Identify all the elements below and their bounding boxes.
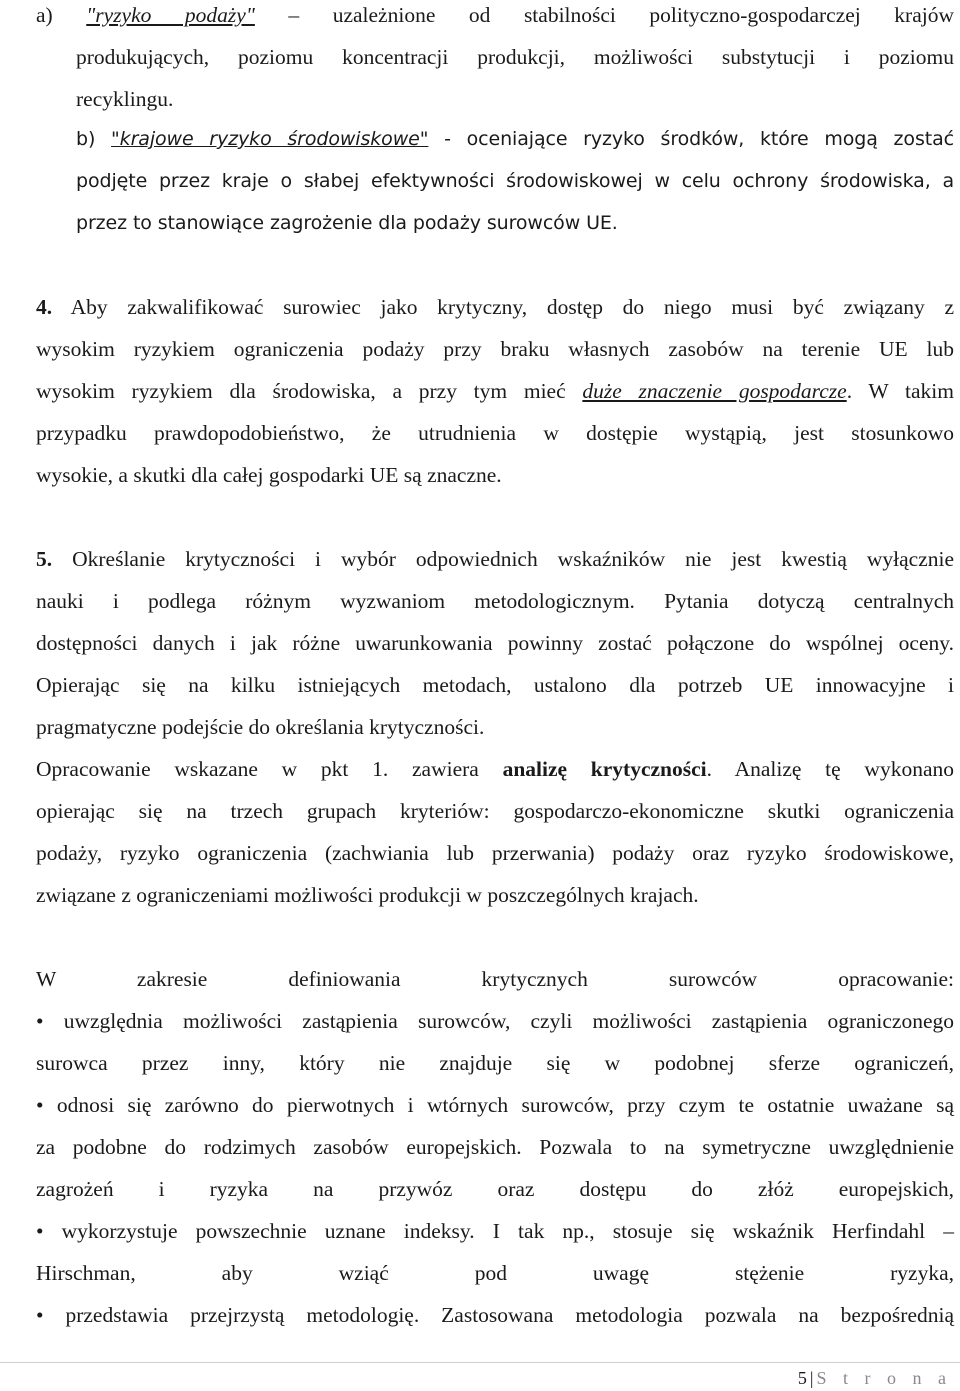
page-label: S t r o n a [816,1368,952,1388]
section-b-text: - oceniające ryzyko środków, które mogą zostać [444,128,954,150]
bullet-2-line-3: zagrożeń i ryzyka na przywóz oraz dostępu do złóż europejskich, [36,1177,954,1201]
bullet-4-text: przedstawia przejrzystą metodologię. Zastosowana metodologia pozwala na bezpośrednią [65,1303,954,1327]
section-a-text: – uzależnione od stabilności polityczno-gospodarczej krajów [288,3,955,27]
point-4-line-2: wysokim ryzykiem ograniczenia podaży przy braku własnych zasobów na terenie UE lub [36,337,954,361]
section-b-line-3: przez to stanowiące zagrożenie dla podaży surowców UE. [76,212,618,234]
section-b-marker: b) [76,128,96,150]
bullet-4-icon: • [36,1303,44,1327]
section-a-line-3: recyklingu. [76,87,174,111]
point-5-line-3: dostępności danych i jak różne uwarunkowania powinny zostać połączone do wspólnej oceny. [36,631,954,655]
point-5-bold: analizę krytyczności [502,757,707,781]
section-b-term: "krajowe ryzyko środowiskowe" [111,128,429,150]
point-4-line-4: przypadku prawdopodobieństwo, że utrudnienia w dostępie wystąpią, jest stosunkowo [36,421,954,445]
bullet-3-line-1 [36,1218,954,1244]
point-5-line-9: związane z ograniczeniami możliwości produkcji w poszczególnych krajach. [36,883,699,907]
bullet-1-line-2: surowca przez inny, który nie znajduje się w podobnej sferze ograniczeń, [36,1051,954,1075]
point-5-line-8: podaży, ryzyko ograniczenia (zachwiania lub przerwania) podaży oraz ryzyko środowiskowe, [36,841,954,865]
bullet-1-icon: • [36,1009,44,1033]
bullet-3-icon: • [36,1219,44,1243]
point-5-line-1 [36,546,954,572]
point-4-text-before: wysokim ryzykiem dla środowiska, a przy tym mieć [36,379,566,403]
section-a-term: "ryzyko podaży" [86,3,255,27]
point-4-line-3 [36,378,954,404]
definitions-intro: W zakresie definiowania krytycznych surowców opracowanie: [36,967,954,991]
section-a-line-2: produkujących, poziomu koncentracji produkcji, możliwości substytucji i poziomu [76,45,954,69]
bullet-2-line-1 [36,1092,954,1118]
point-5-line-7: opierając się na trzech grupach kryteriów: gospodarczo-ekonomiczne skutki ograniczenia [36,799,954,823]
page-footer [798,1368,952,1389]
footer-divider [0,1362,960,1363]
bullet-1-line-1 [36,1008,954,1034]
point-5-line-6 [36,756,954,782]
point-4-number: 4. [36,295,53,319]
point-5-line-2: nauki i podlega różnym wyzwaniom metodologicznym. Pytania dotyczą centralnych [36,589,954,613]
bullet-2-line-2: za podobne do rodzimych zasobów europejskich. Pozwala to na symetryczne uwzględnienie [36,1135,954,1159]
point-4-emphasis: duże znaczenie gospodarcze [582,379,847,403]
point-4-text-after: . W takim [846,379,954,403]
section-b-line-1 [76,126,954,152]
footer-separator: | [809,1368,814,1388]
bullet-3-line-2: Hirschman, aby wziąć pod uwagę stężenie ryzyka, [36,1261,954,1285]
bullet-4-line-1 [36,1302,954,1328]
section-a-line-1 [36,2,954,28]
section-b-line-2: podjęte przez kraje o słabej efektywności środowiskowej w celu ochrony środowiska, a [76,170,954,192]
point-5-text: Określanie krytyczności i wybór odpowiednich wskaźników nie jest kwestią wyłącznie [72,547,955,571]
point-4-line-5: wysokie, a skutki dla całej gospodarki UE są znaczne. [36,463,502,487]
point-5-line-4: Opierając się na kilku istniejących metodach, ustalono dla potrzeb UE innowacyjne i [36,673,954,697]
point-5-line-5: pragmatyczne podejście do określania krytyczności. [36,715,485,739]
point-5-number: 5. [36,547,53,571]
point-5-text-before: Opracowanie wskazane w pkt 1. zawiera [36,757,479,781]
section-a-marker: a) [36,3,53,27]
bullet-1-text: uwzględnia możliwości zastąpienia surowców, czyli możliwości zastąpienia ograniczonego [63,1009,954,1033]
bullet-2-text: odnosi się zarówno do pierwotnych i wtórnych surowców, przy czym te ostatnie uważane są [56,1093,955,1117]
point-4-line-1 [36,294,954,320]
page-number: 5 [797,1368,807,1388]
point-5-text-after: . Analizę tę wykonano [706,757,954,781]
bullet-2-icon: • [36,1093,44,1117]
bullet-3-text: wykorzystuje powszechnie uznane indeksy. I tak np., stosuje się wskaźnik Herfindahl – [61,1219,954,1243]
point-4-text: Aby zakwalifikować surowiec jako krytyczny, dostęp do niego musi być związany z [70,295,954,319]
